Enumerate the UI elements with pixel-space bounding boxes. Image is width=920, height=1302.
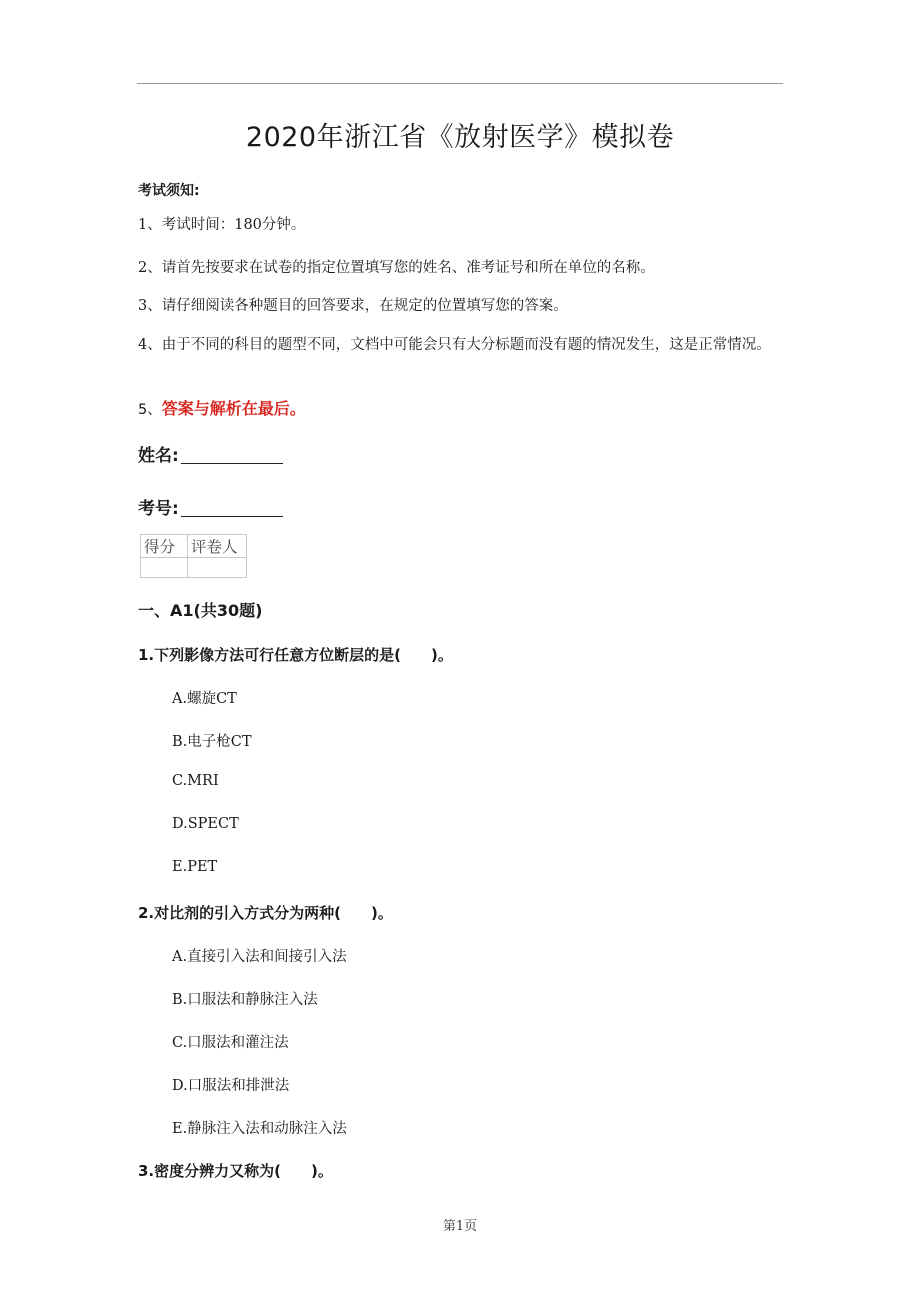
notice-item: 1、考试时间：180分钟。 [138, 217, 306, 233]
page-number: 第1页 [442, 1219, 478, 1234]
question-text: 3.密度分辨力又称为( )。 [138, 1162, 333, 1180]
name-blank-line[interactable] [181, 447, 283, 464]
score-header: 得分 [141, 535, 188, 558]
score-cell[interactable] [141, 558, 188, 578]
name-field [138, 441, 283, 466]
section-title: 一、A1(共30题) [138, 601, 263, 620]
option: A.直接引入法和间接引入法 [172, 949, 347, 965]
option: B.口服法和静脉注入法 [172, 992, 318, 1008]
option: C.口服法和灌注法 [172, 1035, 289, 1051]
option: D.SPECT [172, 816, 239, 832]
option: C.MRI [172, 773, 219, 789]
notice-heading: 考试须知: [138, 183, 200, 199]
page-title: 2020年浙江省《放射医学》模拟卷 [245, 122, 675, 153]
option: D.口服法和排泄法 [172, 1078, 290, 1094]
notice-item-prefix: 5、 [138, 402, 162, 418]
answers-at-end-note: 答案与解析在最后。 [161, 399, 306, 418]
option: E.PET [172, 859, 218, 875]
exam-id-label: 考号: [138, 499, 179, 519]
exam-id-blank-line[interactable] [181, 500, 283, 517]
question-text: 2.对比剂的引入方式分为两种( )。 [138, 904, 393, 922]
notice-item-answers [138, 397, 798, 422]
option: B.电子枪CT [172, 734, 252, 750]
option: E.静脉注入法和动脉注入法 [172, 1121, 347, 1137]
notice-item: 3、请仔细阅读各种题目的回答要求，在规定的位置填写您的答案。 [138, 298, 568, 314]
question-text: 1.下列影像方法可行任意方位断层的是( )。 [138, 646, 453, 664]
score-table [140, 534, 247, 578]
option: A.螺旋CT [172, 691, 237, 707]
grader-cell[interactable] [188, 558, 247, 578]
notice-item: 2、请首先按要求在试卷的指定位置填写您的姓名、准考证号和所在单位的名称。 [138, 260, 655, 276]
exam-id-field [138, 494, 283, 519]
header-rule [137, 83, 783, 84]
grader-header: 评卷人 [188, 535, 247, 558]
notice-item: 4、由于不同的科目的题型不同，文档中可能会只有大分标题而没有题的情况发生，这是正常情况。 [138, 337, 771, 353]
name-label: 姓名: [138, 446, 179, 466]
